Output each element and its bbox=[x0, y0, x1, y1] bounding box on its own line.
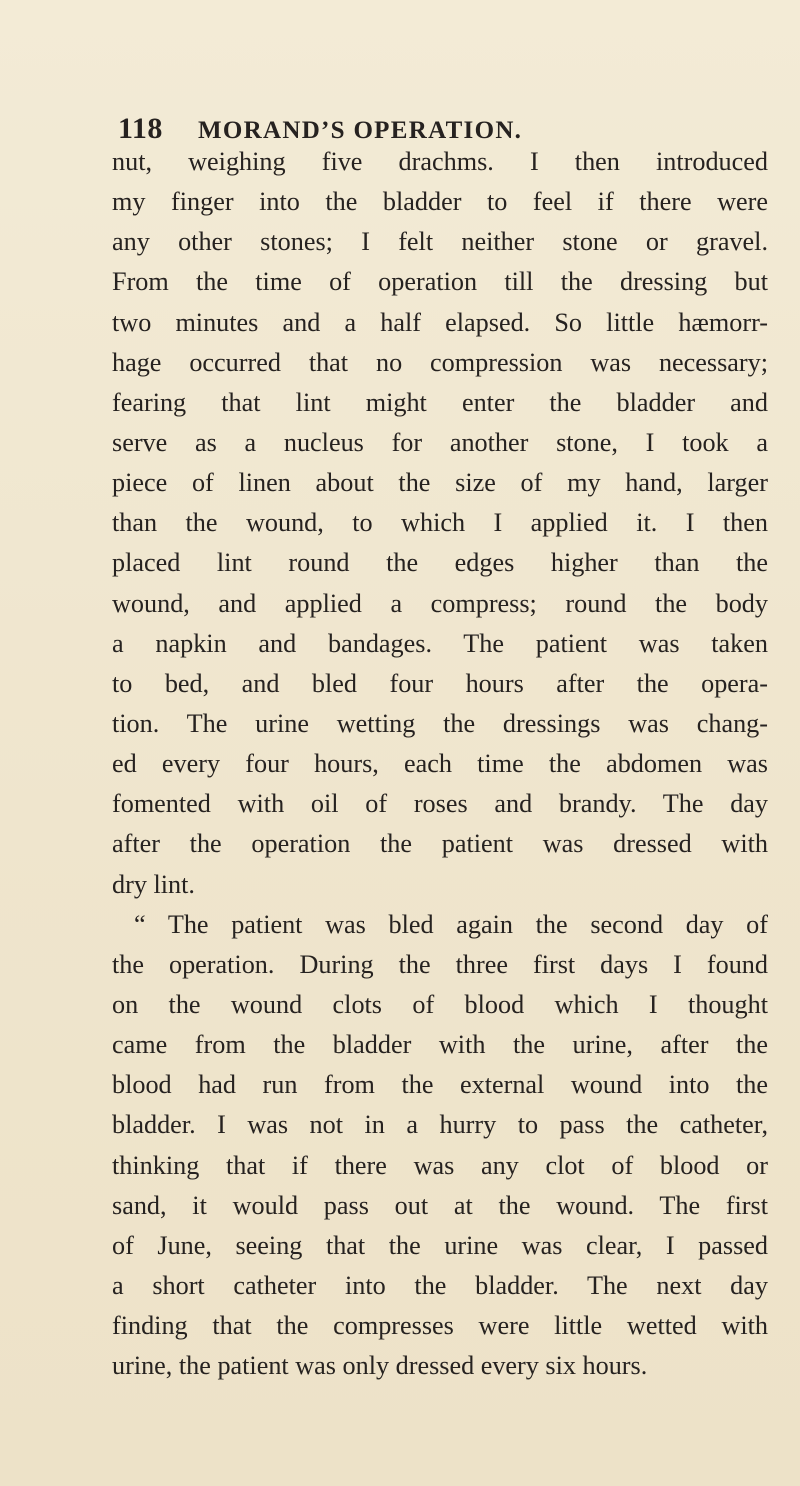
text-line: placed lint round the edges higher than the bbox=[112, 548, 768, 578]
text-line: tion. The urine wetting the dressings was chang- bbox=[112, 708, 768, 738]
text-line: serve as a nucleus for another stone, I took a bbox=[112, 427, 768, 457]
text-line: ed every four hours, each time the abdomen was bbox=[112, 749, 768, 779]
text-line: two minutes and a half elapsed. So little hæmorr- bbox=[112, 307, 768, 337]
text-line: dry lint. bbox=[112, 869, 195, 899]
text-line: the operation. During the three first days I found bbox=[112, 949, 768, 979]
text-line: after the operation the patient was dressed with bbox=[112, 829, 768, 859]
text-line: any other stones; I felt neither stone or gravel. bbox=[112, 227, 768, 257]
text-line: “ The patient was bled again the second day of bbox=[134, 909, 768, 939]
text-line: fearing that lint might enter the bladder and bbox=[112, 387, 768, 417]
text-line: of June, seeing that the urine was clear, I passed bbox=[112, 1230, 768, 1260]
text-line: a short catheter into the bladder. The next day bbox=[112, 1270, 768, 1300]
text-line: sand, it would pass out at the wound. The first bbox=[112, 1190, 768, 1220]
text-line: than the wound, to which I applied it. I then bbox=[112, 508, 768, 538]
page-number: 118 bbox=[118, 112, 163, 145]
text-line: piece of linen about the size of my hand, larger bbox=[112, 468, 768, 498]
text-line: came from the bladder with the urine, after the bbox=[112, 1030, 768, 1060]
text-line: urine, the patient was only dressed every six hours. bbox=[112, 1351, 648, 1381]
text-line: wound, and applied a compress; round the body bbox=[112, 588, 768, 618]
text-line: hage occurred that no compression was necessary; bbox=[112, 347, 768, 377]
text-line: bladder. I was not in a hurry to pass the catheter, bbox=[112, 1110, 768, 1140]
text-line: a napkin and bandages. The patient was taken bbox=[112, 628, 768, 658]
text-line: From the time of operation till the dressing but bbox=[112, 267, 768, 297]
text-line: thinking that if there was any clot of blood or bbox=[112, 1150, 768, 1180]
text-line: nut, weighing five drachms. I then introduced bbox=[112, 147, 768, 176]
body-text bbox=[112, 142, 768, 1386]
running-head: MORAND’S OPERATION. bbox=[198, 117, 523, 144]
text-line: blood had run from the external wound into the bbox=[112, 1070, 768, 1100]
text-line: fomented with oil of roses and brandy. The day bbox=[112, 789, 768, 819]
text-line: my finger into the bladder to feel if there were bbox=[112, 187, 768, 217]
text-line: finding that the compresses were little wetted with bbox=[112, 1311, 768, 1341]
text-line: on the wound clots of blood which I thought bbox=[112, 989, 768, 1019]
text-line: to bed, and bled four hours after the opera- bbox=[112, 668, 768, 698]
